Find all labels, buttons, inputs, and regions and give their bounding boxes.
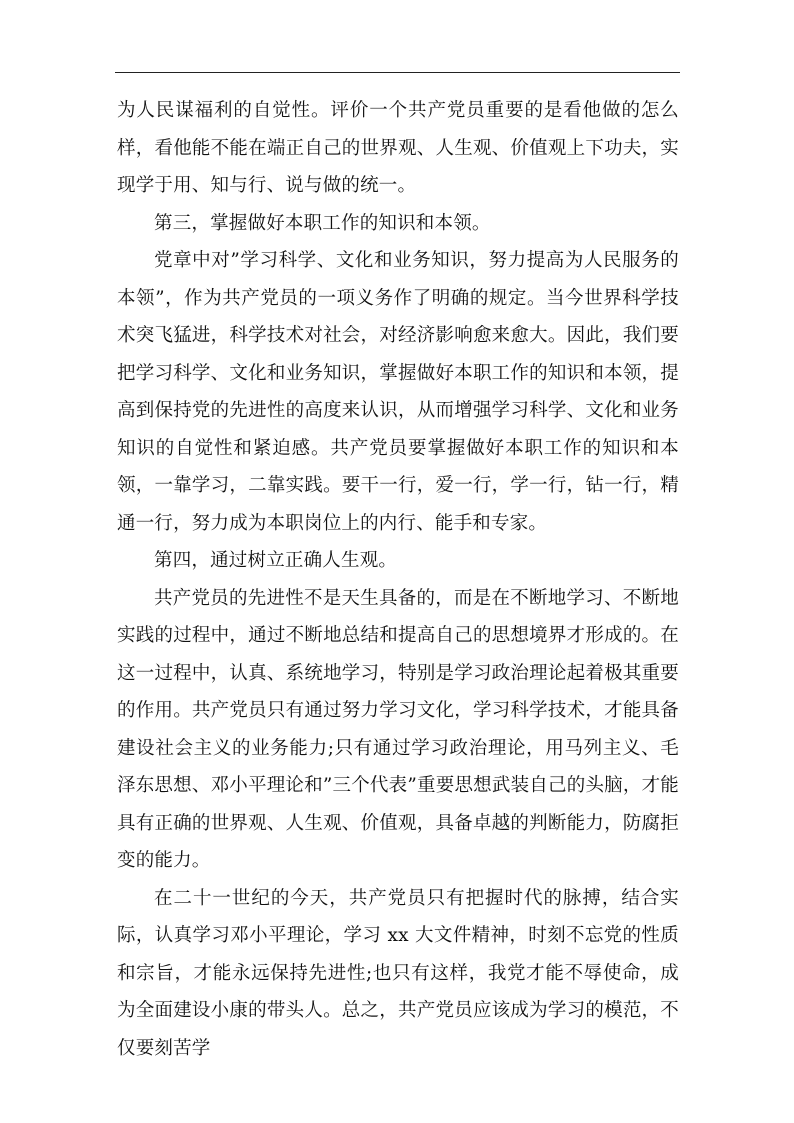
paragraph-2-heading: 第三，掌握做好本职工作的知识和本领。 [154, 212, 491, 234]
paragraph-3: 党章中对”学习科学、文化和业务知识，努力提高为人民服务的本领”，作为共产党员的一项义务作了明确的规定。当今世界科学技术突飞猛进，科学技术对社会，对经济影响愈来愈大。因此，我们要把学习科学、文化和业务知识，掌握做好本职工作的知识和本领，提高到保持党的先进性的高度来认识，从而增强学习科学、文化和业务知识的自觉性和紧迫感。共产党员要掌握做好本职工作的知识和本领，一靠学习，二靠实践。要干一行，爱一行，学一行，钻一行，精通一行，努力成为本职岗位上的内行、能手和专家。 [117, 250, 679, 534]
header-rule [115, 72, 680, 73]
document-body [117, 92, 679, 1067]
paragraph-4-heading: 第四，通过树立正确人生观。 [154, 550, 398, 571]
paragraph-6: 在二十一世纪的今天，共产党员只有把握时代的脉搏，结合实际，认真学习邓小平理论，学习 xx 大文件精神，时刻不忘党的性质和宗旨，才能永远保持先进性;也只有这样，我党才能不辱使命，成为全面建设小康的带头人。总之，共产党员应该成为学习的模范，不仅要刻苦学 [117, 887, 679, 1059]
paragraph-1: 为人民谋福利的自觉性。评价一个共产党员重要的是看他做的怎么样，看他能不能在端正自己的世界观、人生观、价值观上下功夫，实现学于用、知与行、说与做的统一。 [117, 100, 679, 196]
paragraph-5: 共产党员的先进性不是天生具备的，而是在不断地学习、不断地实践的过程中，通过不断地总结和提高自己的思想境界才形成的。在这一过程中，认真、系统地学习，特别是学习政治理论起着极其重要的作用。共产党员只有通过努力学习文化，学习科学技术，才能具备建设社会主义的业务能力;只有通过学习政治理论，用马列主义、毛泽东思想、邓小平理论和”三个代表”重要思想武装自己的头脑，才能具有正确的世界观、人生观、价值观，具备卓越的判断能力，防腐拒变的能力。 [117, 587, 679, 871]
